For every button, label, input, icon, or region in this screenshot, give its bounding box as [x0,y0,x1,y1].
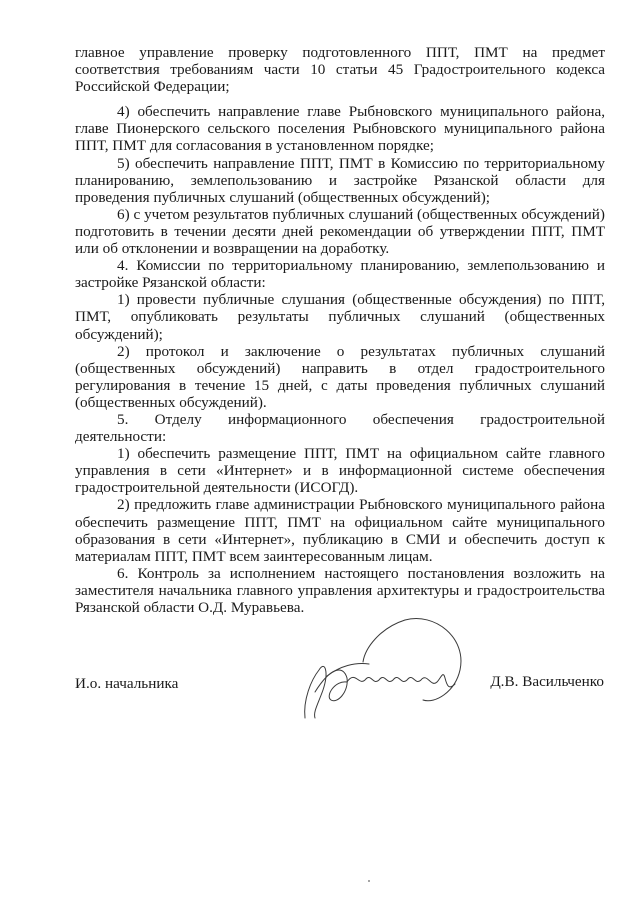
paragraph: 1) обеспечить размещение ППТ, ПМТ на официальном сайте главного управления в сети «Интернет» и в информационной системе обеспечения градостроительной деятельности (ИСОГД). [75,445,605,497]
signatory-name: Д.В. Васильченко [490,673,604,690]
signatory-title: И.о. начальника [75,675,179,692]
paragraph: 5) обеспечить направление ППТ, ПМТ в Комиссию по территориальному планированию, землепользованию и застройке Рязанской области для проведения публичных слушаний (общественных обсуждений); [75,154,605,206]
paragraph: 2) предложить главе администрации Рыбновского муниципального района обеспечить размещение ППТ, ПМТ на официальном сайте муниципального образования в сети «Интернет», публикацию в СМИ и обеспечить доступ к материалам ППТ, ПМТ всем заинтересованным лицам. [75,496,605,565]
paragraph: 4) обеспечить направление главе Рыбновского муниципального района, главе Пионерского сельского поселения Рыбновского муниципального района ППТ, ПМТ для согласования в установленном порядке; [75,103,605,155]
paragraph: 6. Контроль за исполнением настоящего постановления возложить на заместителя начальника главного управления архитектуры и градостроительства Рязанской области О.Д. Муравьева. [75,564,605,616]
paragraph: 6) с учетом результатов публичных слушаний (общественных обсуждений) подготовить в течении десяти дней рекомендации об утверждении ППТ, ПМТ или об отклонении и возвращении на доработку. [75,205,605,258]
paragraph: 5. Отделу информационного обеспечения градостроительной деятельности: [75,410,605,446]
paragraph: 1) провести публичные слушания (общественные обсуждения) по ППТ, ПМТ, опубликовать результаты публичных слушаний (общественных обсуждений); [75,291,605,343]
paragraph: 4. Комиссии по территориальному планированию, землепользованию и застройке Рязанской области: [75,257,605,292]
paragraph: главное управление проверку подготовленного ППТ, ПМТ на предмет соответствия требованиям части 10 статьи 45 Градостроительного кодекса Российской Федерации; [75,44,605,96]
scan-artifact-dot [368,880,370,882]
paragraph: 2) протокол и заключение о результатах публичных слушаний (общественных обсуждений) направить в отдел градостроительного регулирования в течение 15 дней, с даты проведения публичных слушаний (общественных обсуждений). [75,342,605,411]
handwritten-signature [285,600,470,725]
document-body [75,44,605,616]
